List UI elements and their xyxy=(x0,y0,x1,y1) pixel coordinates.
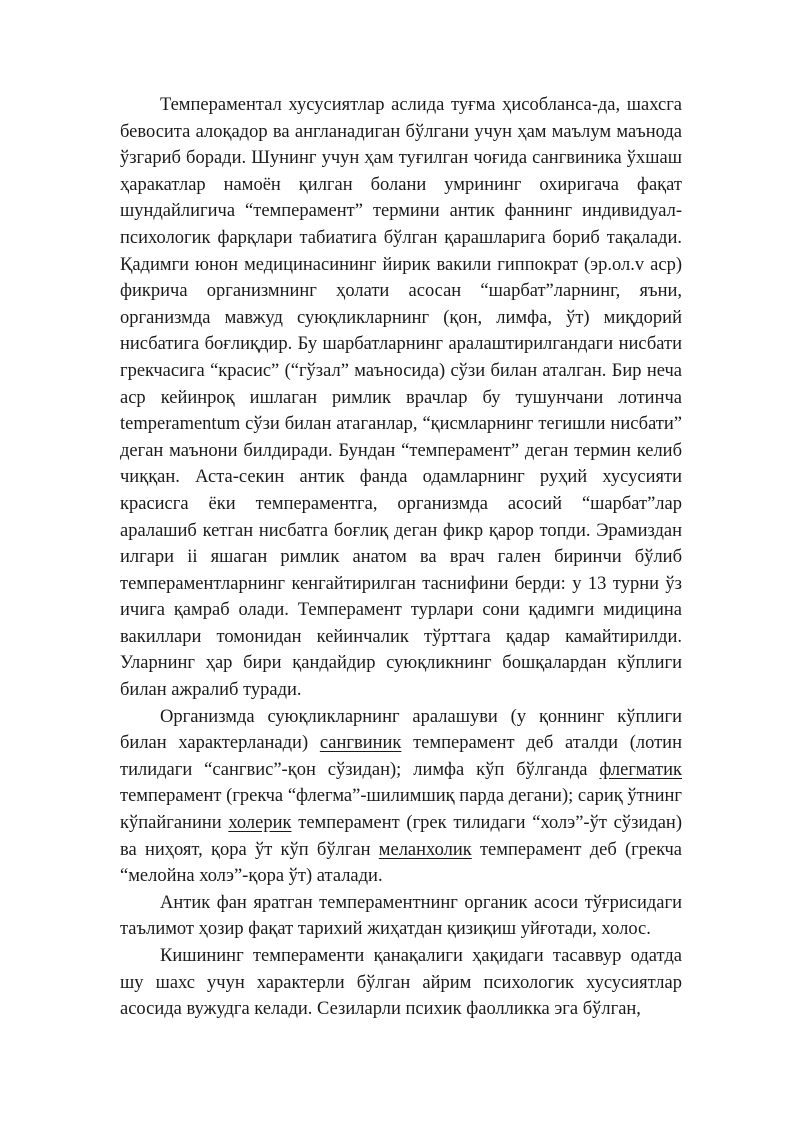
paragraph-3: Антик фан яратган темпераментнинг органик асоси тўғрисидаги таълимот ҳозир фақат тарихий жиҳатдан қизиқиш уйғотади, холос. xyxy=(120,892,682,940)
term-phlegmatic: флегматик xyxy=(599,759,682,780)
paragraph-2-text-5: темперамент деб (грекча “мелойна холэ”-қора ўт) аталади. xyxy=(120,839,682,887)
term-sanguine: сангвиник xyxy=(319,733,402,754)
term-choleric: холерик xyxy=(228,813,292,834)
paragraph-4: Кишининг темпераменти қанақалиги ҳақидаги тасаввур одатда шу шахс учун характерли бўлган айрим психологик хусусиятлар асосида вужудга келади. Сезиларли психик фаолликка эга бўлган, xyxy=(120,946,682,1020)
paragraph-2 xyxy=(120,704,682,890)
document-page xyxy=(120,92,682,1023)
term-melancholic: меланхолик xyxy=(378,839,472,860)
paragraph-2-text-2: темперамент деб аталди (лотин тилидаги “сангвис”-қон сўзидан); лимфа кўп бўлганда xyxy=(120,733,682,780)
paragraph-1: Темпераментал хусусиятлар аслида туғма ҳисобланса-да, шахсга бевосита алоқадор ва англанадиган бўлгани учун ҳам маълум маънода ўзгариб боради. Шунинг учун ҳам туғилган чоғида сангвиника ўхшаш ҳаракатлар намоён қилган болани умрининг охиригача фақат шундайлигича “темперамент” термини антик фаннинг индивидуал-психологик фарқлари табиатига бўлган қарашларига бориб тақалади. Қадимги юнон медицинасининг йирик вакили гиппократ (эр.ол.v аср) фикрича организмнинг ҳолати асосан “шарбат”ларнинг, яъни, организмда мавжуд суюқликларнинг (қон, лимфа, ўт) миқдорий нисбатига боғлиқдир. Бу шарбатларнинг аралаштирилгандаги нисбати грекчасига “красис” (“гўзал” маъносида) сўзи билан аталган. Бир неча аср кейинроқ ишлаган римлик врачлар бу тушунчани лотинча temperamentum сўзи билан атаганлар, “қисмларнинг тегишли нисбати” деган маънони билдиради. Бундан “темперамент” деган термин келиб чиққан. Аста-секин антик фанда одамларнинг руҳий хусусияти красисга ёки темпераментга, организмда асосий “шарбат”лар аралашиб кетган нисбатга боғлиқ деган фикр қарор топди. Эрамиздан илгари ii яшаган римлик анатом ва врач гален биринчи бўлиб темпераментларнинг кенгайтирилган таснифини берди: у 13 турни ўз ичига қамраб олади. Темперамент турлари сони қадимги мидицина вакиллари томонидан кейинчалик тўрттага қадар камайтирилди. Уларнинг ҳар бири қандайдир суюқликнинг бошқалардан кўплиги билан ажралиб туради. xyxy=(120,95,682,701)
paragraph-2-text-4: темперамент (грек тилидаги “холэ”-ўт сўзидан) ва ниҳоят, қора ўт кўп бўлган xyxy=(120,813,682,860)
paragraph-2-text-1: Организмда суюқликларнинг аралашуви (у қоннинг кўплиги билан характерланади) xyxy=(120,706,682,754)
paragraph-2-text-3: темперамент (грекча “флегма”-шилимшиқ парда дегани); сариқ ўтнинг кўпайганини xyxy=(120,786,682,834)
